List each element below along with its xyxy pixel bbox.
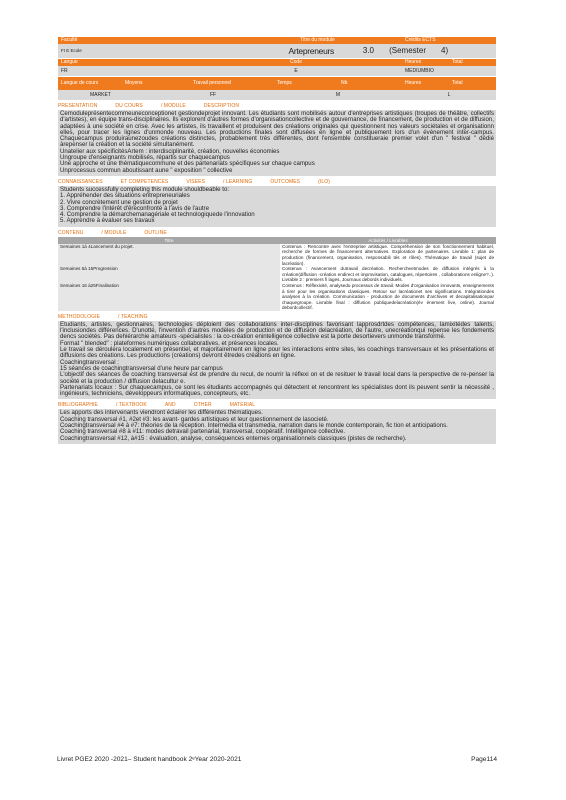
outline-row-title: Semaines 1à 4Lancement du projet. <box>58 244 280 266</box>
hours-label-2: Heures <box>402 77 449 90</box>
course-language-label: Langue de cours <box>58 77 122 90</box>
course-sheet <box>58 37 496 444</box>
ilo-body: Students successfully completing this module shouldbeable to: 1. Appréhender des situations entrepreneuriales 2. Vivre concrètement une gestion de projet 3. Comprendre l'intérêt d'êreconfronté à l'avis de l'autre 4. Comprendre la démarchemanagériale et technologiquede l'innovation 5. Apprendre à évaluer ses travaux <box>58 186 496 227</box>
outline-table-header <box>58 237 496 244</box>
header-row-4 <box>58 66 496 76</box>
time-label: Temps <box>274 77 338 90</box>
ff-value: FF <box>190 90 274 100</box>
outline-row-content: Contenus : Réflexivité, analysedu processus de travail. Modes d'organisation innovants, enseignements à tirer pour les organisations classiques. Retour sur lacréationet ses significations. Intégrationdes analyses à la création. Communication - production de documents d'archives et decapitalisationpar chaquegroupe. Livrable final : diffusion publiquedelacréation(év énement live, online). Journal debordcollectif. <box>282 282 494 311</box>
semester-label: (Semester <box>377 44 429 58</box>
outline-table <box>58 237 496 311</box>
method-heading: METHODOLOGIE / TEACHING <box>58 313 148 320</box>
module-title: Artepreneurs <box>233 44 337 58</box>
presentation-heading: PRESENTATION DU COURS / MODULE DESCRIPTION <box>58 103 240 109</box>
table-row <box>58 244 496 266</box>
semester-number: 4) <box>429 44 496 58</box>
header-row-2 <box>58 44 496 58</box>
m-value: M <box>274 90 402 100</box>
table-row <box>58 266 496 283</box>
outline-row-title: Semaines 5à 15Progression <box>58 266 280 283</box>
module-title-label: Titre du module <box>233 37 402 44</box>
outline-col-content: Activités / Livrables <box>280 237 496 244</box>
outline-row-content: Contenus : Avancement dutravail decréation. Rechercheetmodes de diffusion intégrés à la création(diffusion -création endirect et improvisation, catalogues, répertoires , collaborations enligne?..). Livrable 2 : premiers fi lages, Journaux debords individuels. <box>282 266 494 283</box>
market-value: MARKET <box>58 90 190 100</box>
outline-row-title: Semaines 16 à25Finalisation <box>58 283 280 311</box>
ilo-heading: CONNAISSANCES ET COMPETENCES VISEES / LEARNING OUTCOMES (ILO) <box>58 178 330 185</box>
biblio-heading: BIBLIOGRAPHIE / TEXTBOOK AND OTHER MATERIAL <box>58 402 256 409</box>
language-value: FR <box>58 66 190 76</box>
table-row <box>58 283 496 311</box>
outline-row-content: Contenus : Rencontre avec l'entreprise artistique. Compréhension de son fonctionnement habituel, recherche de formes de financement alternatives. Exploration de partenaires. Livrable 1: plan de production (financement, organisation, responsabili tés et rôles). Thématique de travail (sujet de lacréation). <box>282 243 494 266</box>
header-row-1 <box>58 37 496 44</box>
code-label: Code <box>190 59 402 66</box>
code-value: E <box>190 66 402 76</box>
l-value: L <box>402 90 496 100</box>
page-number: Page114 <box>471 756 497 763</box>
method-body: Etudiants, artistes, gestionnaires, technologies déploient des collaborations inter-disciplines favorisant lapprosdrtdes compétences, lamixitédes talents, l'inclusiondes différences. D'unotté, l'invention d'autres modèles de production et de diffusion delacréation, de l'autre, unecréationqui repense les fondements dencs sociétés. Pas dehiérarchie amateurs -spécialistes : la co-création enintelligence collective est la porte desortievers unmonde transformé. Format " blended" : plateformes numériques collaboratives, et présences locales. Le travail se déroulera localement en présentiel, et majoritairement en ligne pour les interactions entre sites, les coachings transversaux et les présentations et diffusions des créations. Les productions (créations) devront êtredes créations en ligne. Coachingtransversal : 15 séances de coachingtransversal d'une heure par campus L'objectif des séances de coaching transversal est de prendre du recul, de nourrir la réflexi on et de resituer le travail local dans la perspective de re-penser la société et la production / diffusion delacultur e. Partenariats locaux : Sur chaquecampus, ce sont les étudiants accompagnés qui détectent et rencontrent les spécialistes dont ils peuvent sentir la nécessité , ingénieurs, techniciens, développeurs informatiques, concepteurs, etc. <box>58 321 496 400</box>
biblio-body: Les apports des intervenants viendront éclairer les différentes thématiques. Coaching transversal #1, #2et #3: les avant- gardes artistiques et leur questionnement de lasocieté. Coachingtransversal #4 à #7: théories de la réception. Intermédia et transmedia, narration dans le monde contemporain, fic tion et anticipations. Coaching transversal #8 à #11: modes detravail partenarial, transversal, coopératif. Intelligence collective. Coachingtransversal #12, à#15 : évaluation, analyse, conséquences enternes organisationnels classiques (pistes de recherche). <box>58 409 496 443</box>
page-footer <box>57 756 497 763</box>
outline-col-title: Titre <box>58 237 280 244</box>
header-row-3 <box>58 58 496 66</box>
total-label: Total <box>449 59 496 66</box>
nb-label: Nb <box>338 77 402 90</box>
header-row-5 <box>58 76 496 90</box>
ects-label: Crédits ECTS <box>402 37 496 44</box>
means-label: Moyens <box>122 77 190 90</box>
presentation-body: Cemoduleprésentecommeuneconceptionet gestiondeprojet innovant. Les étudiants sont mobilisés autour d'entreprises artistiques (troupes de théâtre, collectifs d'artistes), en équipe trans-disciplinaires. Ils explorent d'autres formes d'organisationcollective et de gouvernance, de financement, de production et de diffusion, adaptées à une société en crise. Avec les artistes, ils travaillent et produisent des créations originales qui questionnent nos valeurs sociétales et organisationn elles, pour tracer les lignes d'unmonde nouveau. Les productions finales sont diffusées en ligne et publiquement lors d'un événement inter-campus. Chaquecampus produiraunezoudes créations distinctes, probablement très différentes, dont l'ensemble constitueraie premier volet d'un " festival " dédié àrepenser la création et la société simultanément. Unatelier aux spécificitésArtem : interdisciplinarité, création, nouvelles économies Ungroupe d'enseignants mobilisés, répartis sur chaquecampus Une approche et une thématiquecommune et des partenariats spécifiques sur chaque campus Unprocessus commun aboutissant aune " exposition " collective <box>58 110 496 176</box>
hours-label: Heures <box>402 59 449 66</box>
language-label: Langue <box>58 59 190 66</box>
personal-work-label: Travail personnel <box>190 77 274 90</box>
school-value: FI E Ecole <box>58 44 233 58</box>
ects-value: 3.0 <box>337 44 377 58</box>
total-label-2: Total <box>449 77 496 90</box>
level-value: MEDIUMBIO <box>402 66 496 76</box>
outline-heading: CONTENU / MODULE OUTLINE <box>58 229 167 236</box>
faculty-label: Faculté <box>58 37 233 44</box>
header-row-6 <box>58 90 496 100</box>
footer-handbook-title: Livret PGE2 2020 -2021– Student handbook 2ᵉYear 2020-2021 <box>57 756 242 763</box>
